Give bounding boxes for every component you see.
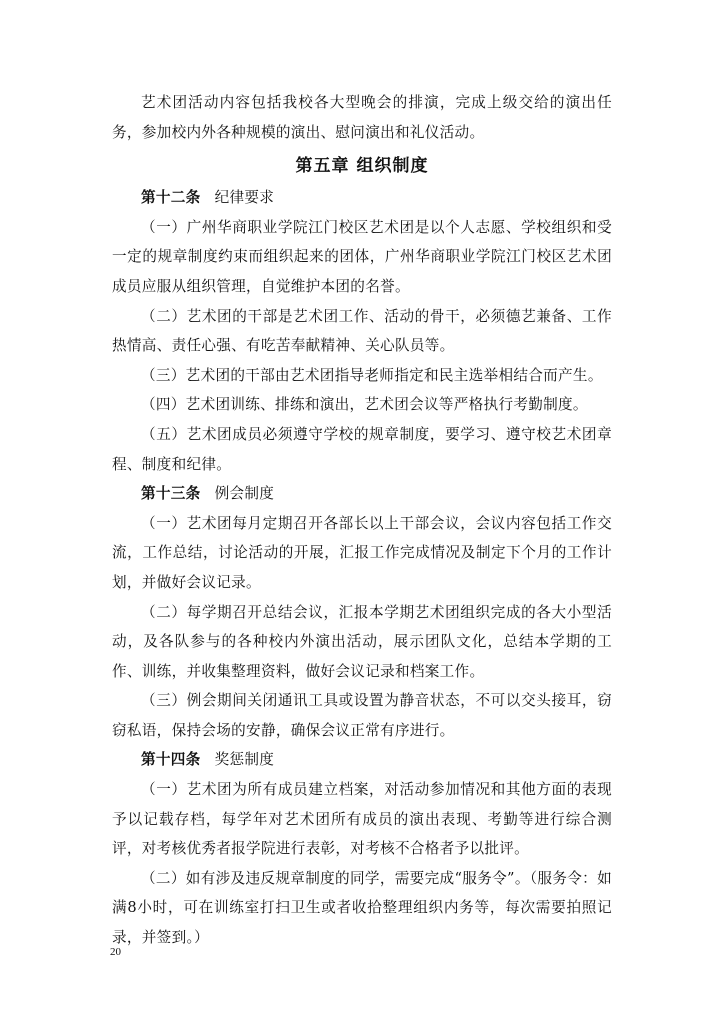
article-heading-13 [112,479,612,509]
article-13-item-1: （一）艺术团每月定期召开各部长以上干部会议，会议内容包括工作交流，工作总结，讨论活动的开展，汇报工作完成情况及制定下个月的工作计划，并做好会议记录。 [112,514,612,591]
article-14-item-2: （二）如有涉及违反规章制度的同学，需要完成“服务令”。（服务令：如满8小时，可在训练室打扫卫生或者收拾整理组织内务等，每次需要拍照记录，并签到。） [112,869,612,947]
page-number: 20 [110,946,121,958]
article-number: 第十三条 [141,485,201,503]
page-content [112,88,612,953]
article-title: 纪律要求 [214,189,275,207]
article-13-item-2: （二）每学期召开总结会议，汇报本学期艺术团组织完成的各大小型活动，及各队参与的各种校内外演出活动，展示团队文化，总结本学期的工作、训练，并收集整理资料，做好会议记录和档案工作。 [112,603,612,680]
article-13-item-3: （三）例会期间关闭通讯工具或设置为静音状态，不可以交头接耳，窃窃私语，保持会场的安静，确保会议正常有序进行。 [112,692,612,739]
article-heading-12 [112,183,612,213]
intro-paragraph: 艺术团活动内容包括我校各大型晚会的排演，完成上级交给的演出任务，参加校内外各种规模的演出、慰问演出和礼仪活动。 [112,94,612,141]
article-title: 奖惩制度 [214,751,275,769]
article-12-item-3: （三）艺术团的干部由艺术团指导老师指定和民主选举相结合而产生。 [141,366,603,384]
article-14-item-1: （一）艺术团为所有成员建立档案，对活动参加情况和其他方面的表现予以记载存档，每学年对艺术团所有成员的演出表现、考勤等进行综合测评，对考核优秀者报学院进行表彰，对考核不合格者予以批评。 [112,781,612,858]
article-title: 例会制度 [214,485,275,503]
article-heading-14 [112,745,612,775]
article-number: 第十四条 [141,751,201,769]
article-12-item-5: （五）艺术团成员必须遵守学校的规章制度，要学习、遵守校艺术团章程、制度和纪律。 [112,425,612,473]
article-12-item-1: （一）广州华商职业学院江门校区艺术团是以个人志愿、学校组织和受一定的规章制度约束而组织起来的团体，广州华商职业学院江门校区艺术团成员应服从组织管理，自觉维护本团的名誉。 [112,218,612,295]
article-12-item-4: （四）艺术团训练、排练和演出，艺术团会议等严格执行考勤制度。 [141,396,588,414]
article-12-item-2: （二）艺术团的干部是艺术团工作、活动的骨干，必须德艺兼备、工作热情高、责任心强、有吃苦奉献精神、关心队员等。 [112,307,612,355]
article-number: 第十二条 [141,189,201,207]
chapter-title: 第五章 组织制度 [295,156,429,177]
